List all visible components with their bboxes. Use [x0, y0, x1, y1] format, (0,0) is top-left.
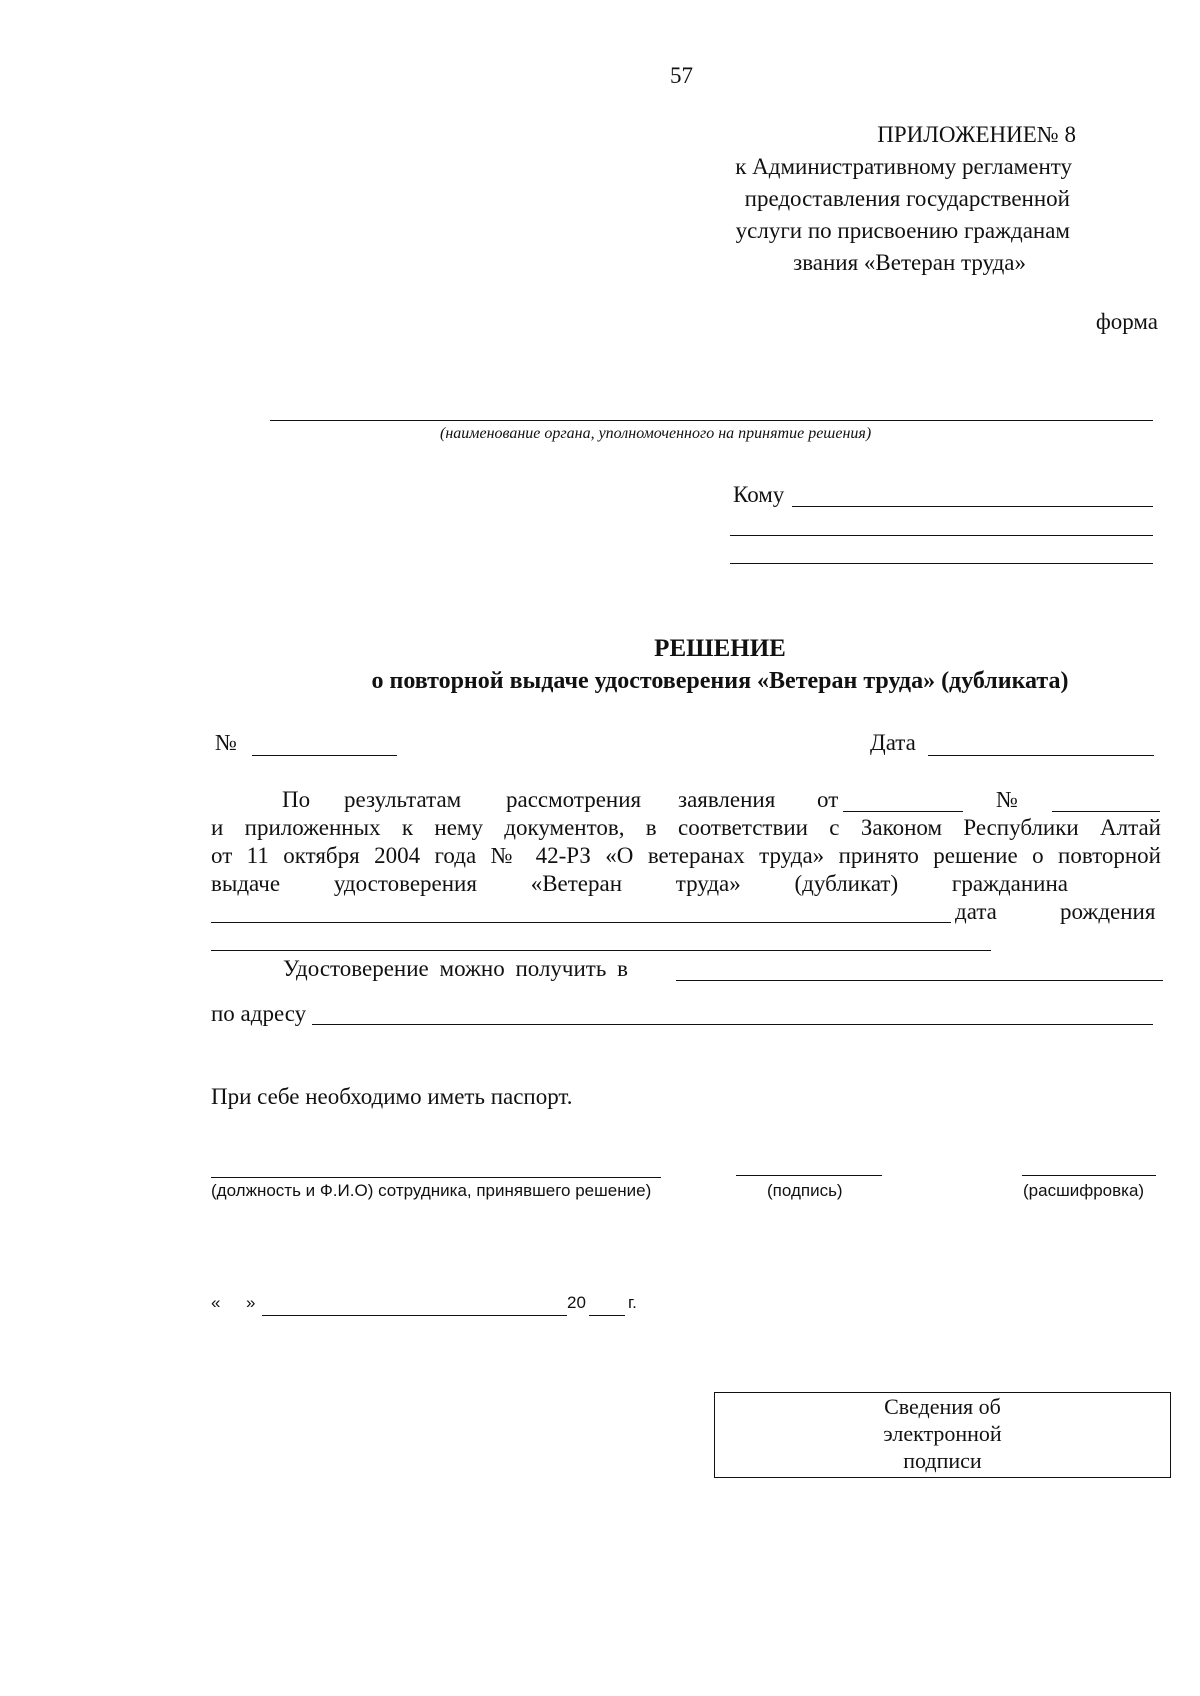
body-word-2: результатам — [344, 787, 462, 812]
birth-label: рождения — [1060, 899, 1156, 924]
address-line — [312, 1024, 1153, 1025]
certificate-location-line — [676, 980, 1163, 981]
org-name-line — [270, 420, 1153, 421]
decoding-caption: (расшифровка) — [1023, 1181, 1145, 1200]
decoding-line — [1022, 1175, 1156, 1176]
appendix-line-4: услуги по присвоению гражданам — [735, 218, 1070, 243]
to-line-3 — [730, 563, 1153, 564]
decision-subtitle: о повторной выдаче удостоверения «Ветеран труда» (дубликата) — [371, 668, 1069, 694]
appendix-line-3: предоставления государственной — [744, 186, 1070, 211]
signature-caption: (подпись) — [767, 1181, 843, 1200]
passport-note: При себе необходимо иметь паспорт. — [211, 1084, 573, 1109]
application-number-line — [1052, 811, 1160, 812]
date-open-quote: « — [211, 1293, 221, 1312]
form-label: форма — [1095, 309, 1158, 334]
date-close-quote: » — [246, 1293, 256, 1312]
application-number-label: № — [996, 787, 1018, 812]
body-line-4 — [211, 870, 1161, 898]
esign-box — [714, 1392, 1171, 1478]
body-line-4-text: выдаче удостоверения «Ветеран труда» (дубликат) гражданина — [211, 871, 1068, 896]
decision-title: РЕШЕНИЕ — [654, 635, 786, 662]
certificate-location-label: Удостоверение можно получить в — [283, 956, 628, 981]
birth-date-label: дата — [955, 899, 997, 924]
body-line-2: и приложенных к нему документов, в соответствии с Законом Республики Алтай — [211, 815, 1161, 840]
year-prefix: 20 — [567, 1293, 586, 1312]
position-line — [211, 1177, 661, 1178]
year-suffix: г. — [628, 1293, 637, 1312]
to-label: Кому — [733, 482, 785, 507]
appendix-line-5: звания «Ветеран труда» — [793, 250, 1026, 275]
address-label: по адресу — [211, 1001, 307, 1026]
number-label: № — [215, 730, 237, 755]
appendix-line-1: ПРИЛОЖЕНИЕ№ 8 — [877, 122, 1076, 147]
year-line — [589, 1315, 625, 1316]
body-word-3: рассмотрения — [506, 787, 642, 812]
org-name-caption: (наименование органа, уполномоченного на принятие решения) — [440, 425, 872, 442]
to-line-1 — [792, 506, 1153, 507]
esign-line-3: подписи — [903, 1448, 982, 1473]
position-caption: (должность и Ф.И.О) сотрудника, принявшего решение) — [211, 1181, 652, 1200]
body-line-3: от 11 октября 2004 года № 42-РЗ «О ветеранах труда» принято решение о повторной — [211, 843, 1161, 868]
body-word-5: от — [817, 787, 839, 812]
number-line — [252, 755, 397, 756]
citizen-name-line — [211, 922, 951, 923]
page-number: 57 — [670, 63, 693, 88]
esign-line-2: электронной — [883, 1421, 1002, 1446]
birth-date-line — [211, 950, 991, 951]
date-line — [928, 755, 1154, 756]
application-date-line — [843, 811, 963, 812]
body-word-4: заявления — [678, 787, 776, 812]
signature-line — [736, 1175, 882, 1176]
appendix-line-2: к Административному регламенту — [735, 154, 1072, 179]
day-month-line — [262, 1315, 567, 1316]
to-line-2 — [730, 535, 1153, 536]
body-word-1: По — [282, 787, 311, 812]
esign-line-1: Сведения об — [884, 1394, 1001, 1419]
date-label: Дата — [870, 730, 916, 755]
